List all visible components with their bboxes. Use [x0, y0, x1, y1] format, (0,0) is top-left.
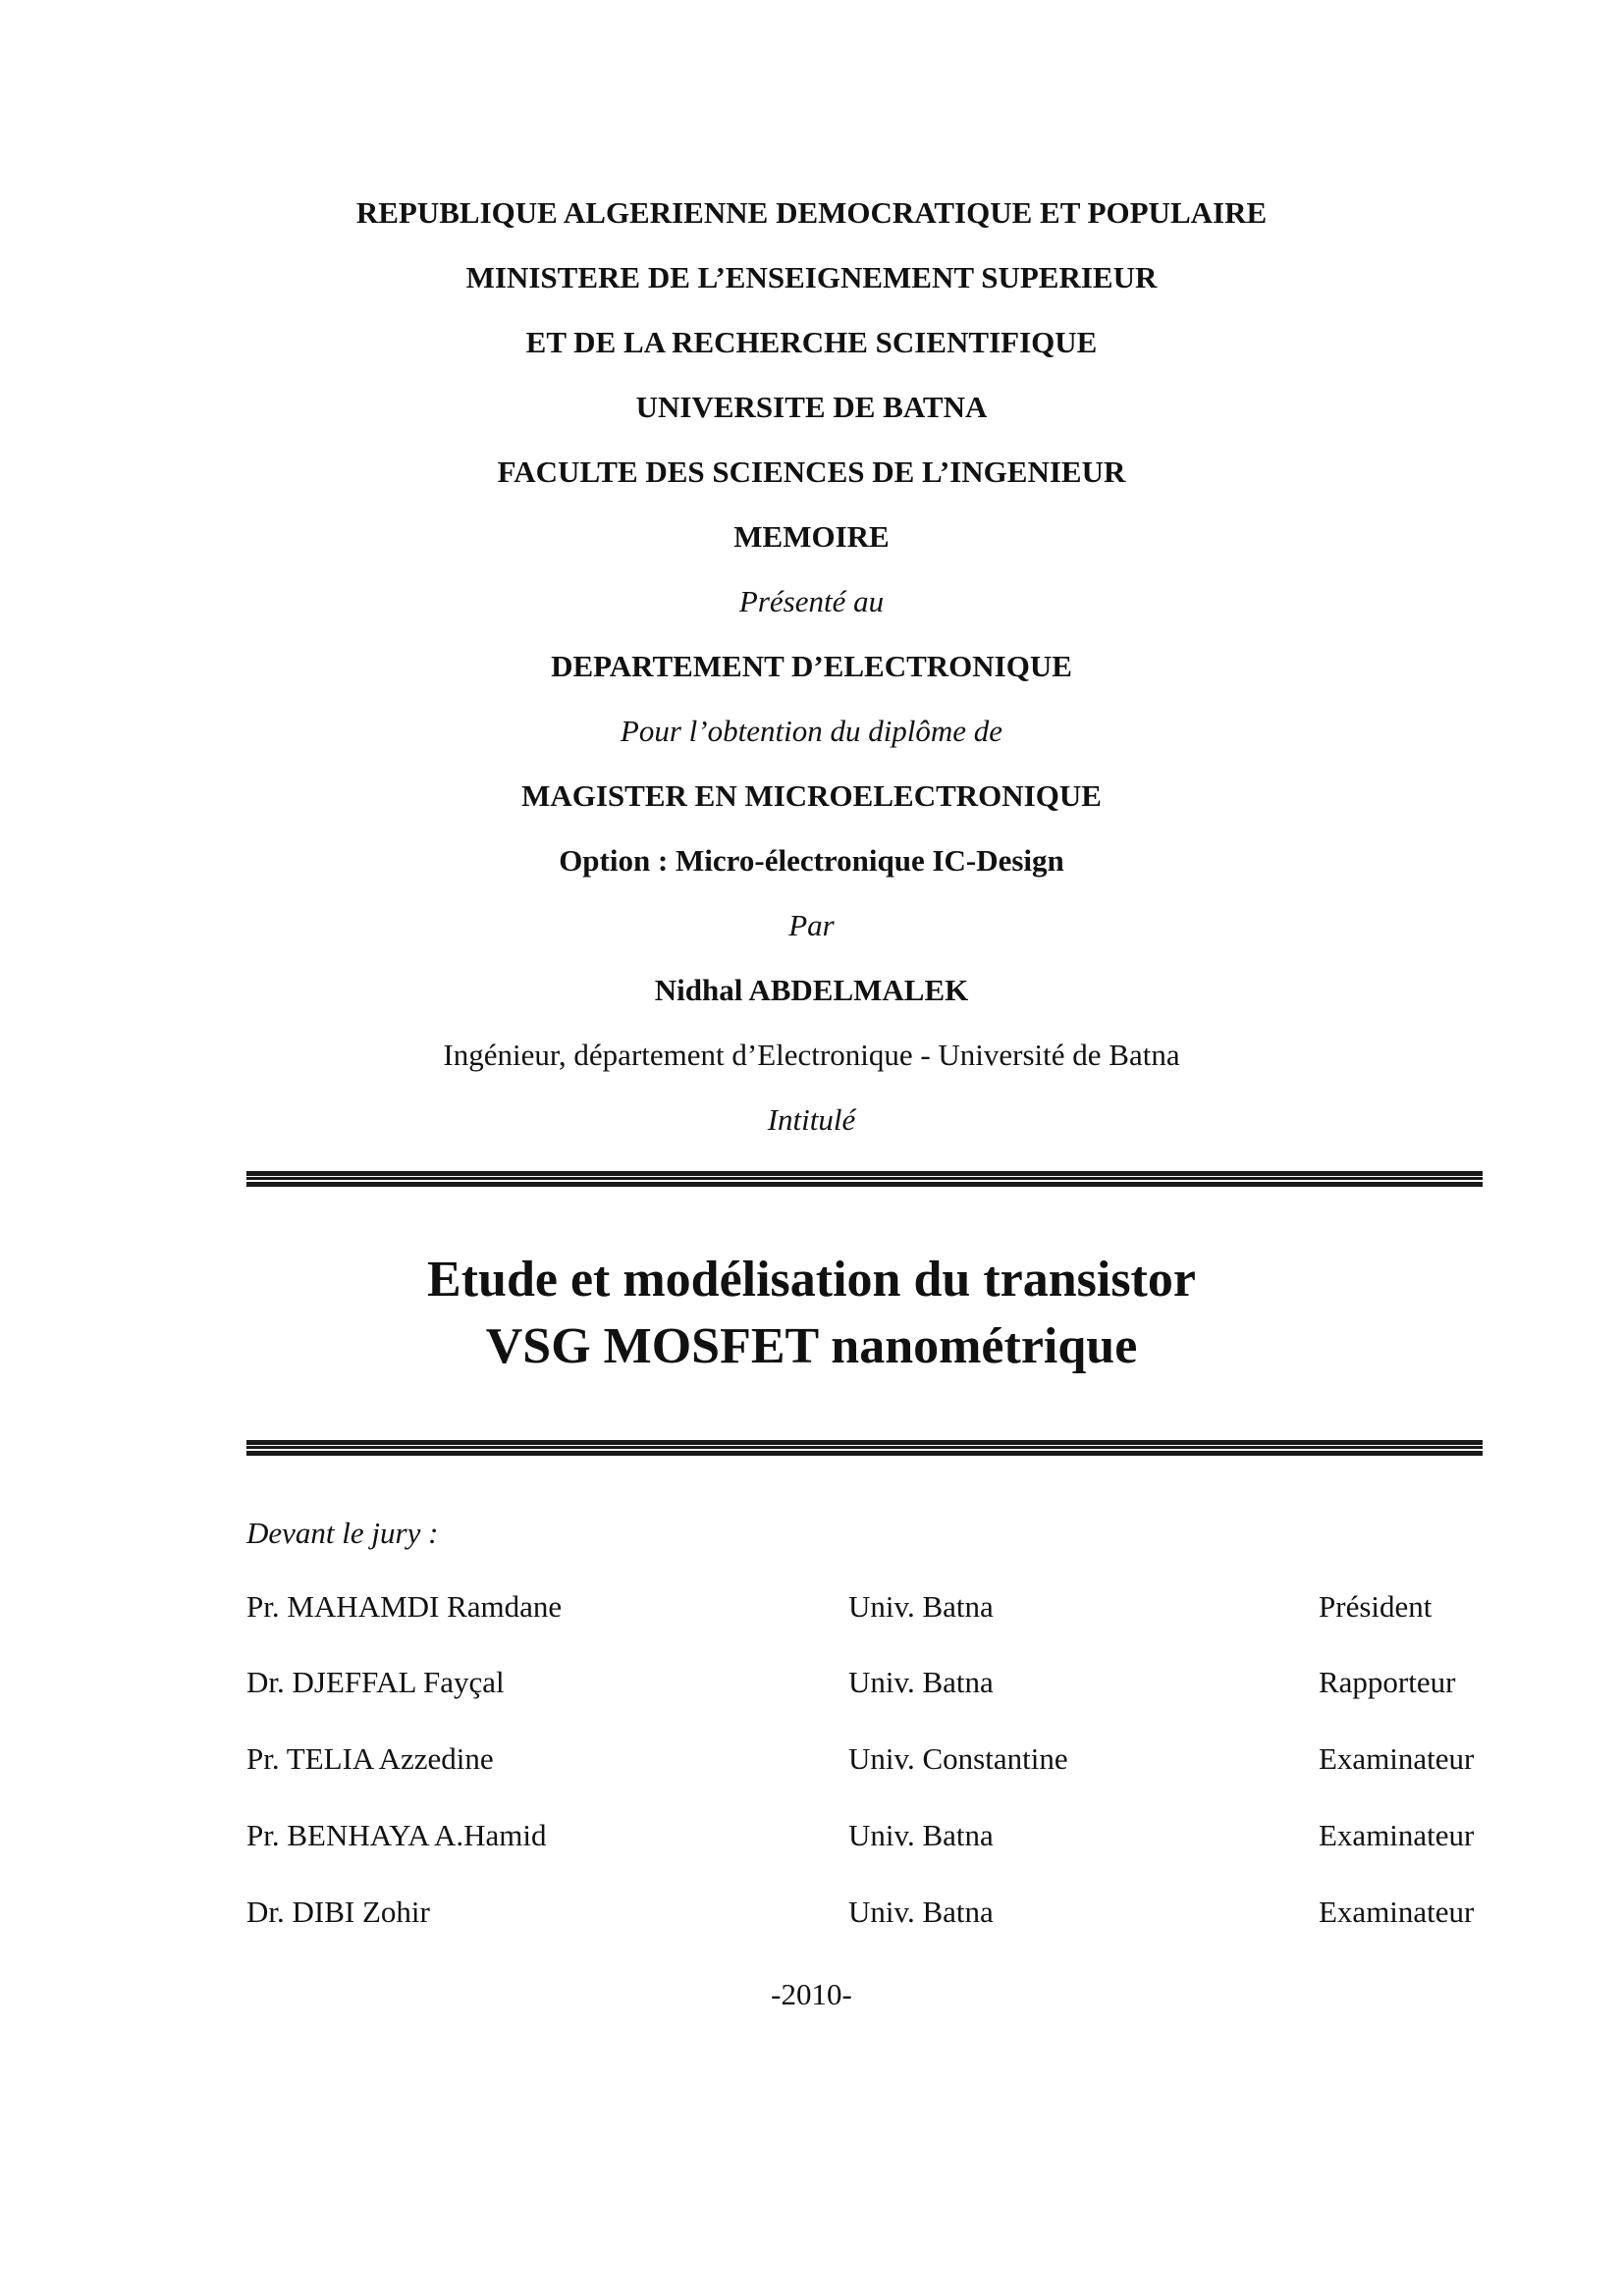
jury-member-role: Rapporteur [1319, 1665, 1456, 1699]
defense-year: -2010- [771, 1977, 852, 2011]
jury-member-name: Pr. BENHAYA A.Hamid [246, 1818, 547, 1852]
jury-member-role: Examinateur [1319, 1895, 1475, 1929]
jury-member-university: Univ. Batna [848, 1665, 994, 1699]
jury-row [0, 1587, 1623, 1627]
degree-heading: MAGISTER EN MICROELECTRONIQUE [521, 778, 1102, 813]
jury-member-name: Dr. DIBI Zohir [246, 1895, 430, 1929]
document-type: MEMOIRE [733, 519, 890, 554]
jury-row [0, 1739, 1623, 1779]
jury-member-name: Dr. DJEFFAL Fayçal [246, 1665, 505, 1699]
republic-heading: REPUBLIQUE ALGERIENNE DEMOCRATIQUE ET POPULAIRE [355, 195, 1268, 230]
jury-row [0, 1816, 1623, 1855]
department-heading: DEPARTEMENT D’ELECTRONIQUE [551, 649, 1072, 683]
author-affiliation: Ingénieur, département d’Electronique - Université de Batna [443, 1038, 1180, 1072]
university-heading: UNIVERSITE DE BATNA [635, 390, 988, 424]
thesis-title-line1: Etude et modélisation du transistor [427, 1252, 1196, 1308]
jury-row [0, 1893, 1623, 1932]
jury-member-university: Univ. Batna [848, 1818, 994, 1852]
jury-row [0, 1663, 1623, 1702]
ministry-heading-line2: ET DE LA RECHERCHE SCIENTIFIQUE [525, 325, 1098, 359]
thesis-title-line2: VSG MOSFET nanométrique [485, 1318, 1138, 1374]
jury-member-university: Univ. Batna [848, 1895, 994, 1929]
jury-intro: Devant le jury : [246, 1516, 439, 1550]
faculty-heading: FACULTE DES SCIENCES DE L’INGENIEUR [497, 454, 1126, 489]
jury-member-name: Pr. TELIA Azzedine [246, 1741, 494, 1776]
by-label: Par [788, 908, 835, 942]
jury-member-university: Univ. Batna [848, 1589, 994, 1624]
presented-label: Présenté au [738, 584, 885, 618]
author-name: Nidhal ABDELMALEK [654, 973, 969, 1007]
degree-intro: Pour l’obtention du diplôme de [620, 714, 1003, 748]
title-top-rule [246, 1171, 1483, 1187]
option-line: Option : Micro-électronique IC-Design [559, 843, 1064, 878]
jury-member-role: Examinateur [1319, 1818, 1475, 1852]
entitled-label: Intitulé [767, 1102, 856, 1137]
jury-member-role: Président [1319, 1589, 1433, 1624]
ministry-heading: MINISTERE DE L’ENSEIGNEMENT SUPERIEUR [465, 260, 1158, 294]
jury-member-role: Examinateur [1319, 1741, 1475, 1776]
jury-member-university: Univ. Constantine [848, 1741, 1068, 1776]
jury-member-name: Pr. MAHAMDI Ramdane [246, 1589, 563, 1624]
title-bottom-rule [246, 1440, 1483, 1456]
